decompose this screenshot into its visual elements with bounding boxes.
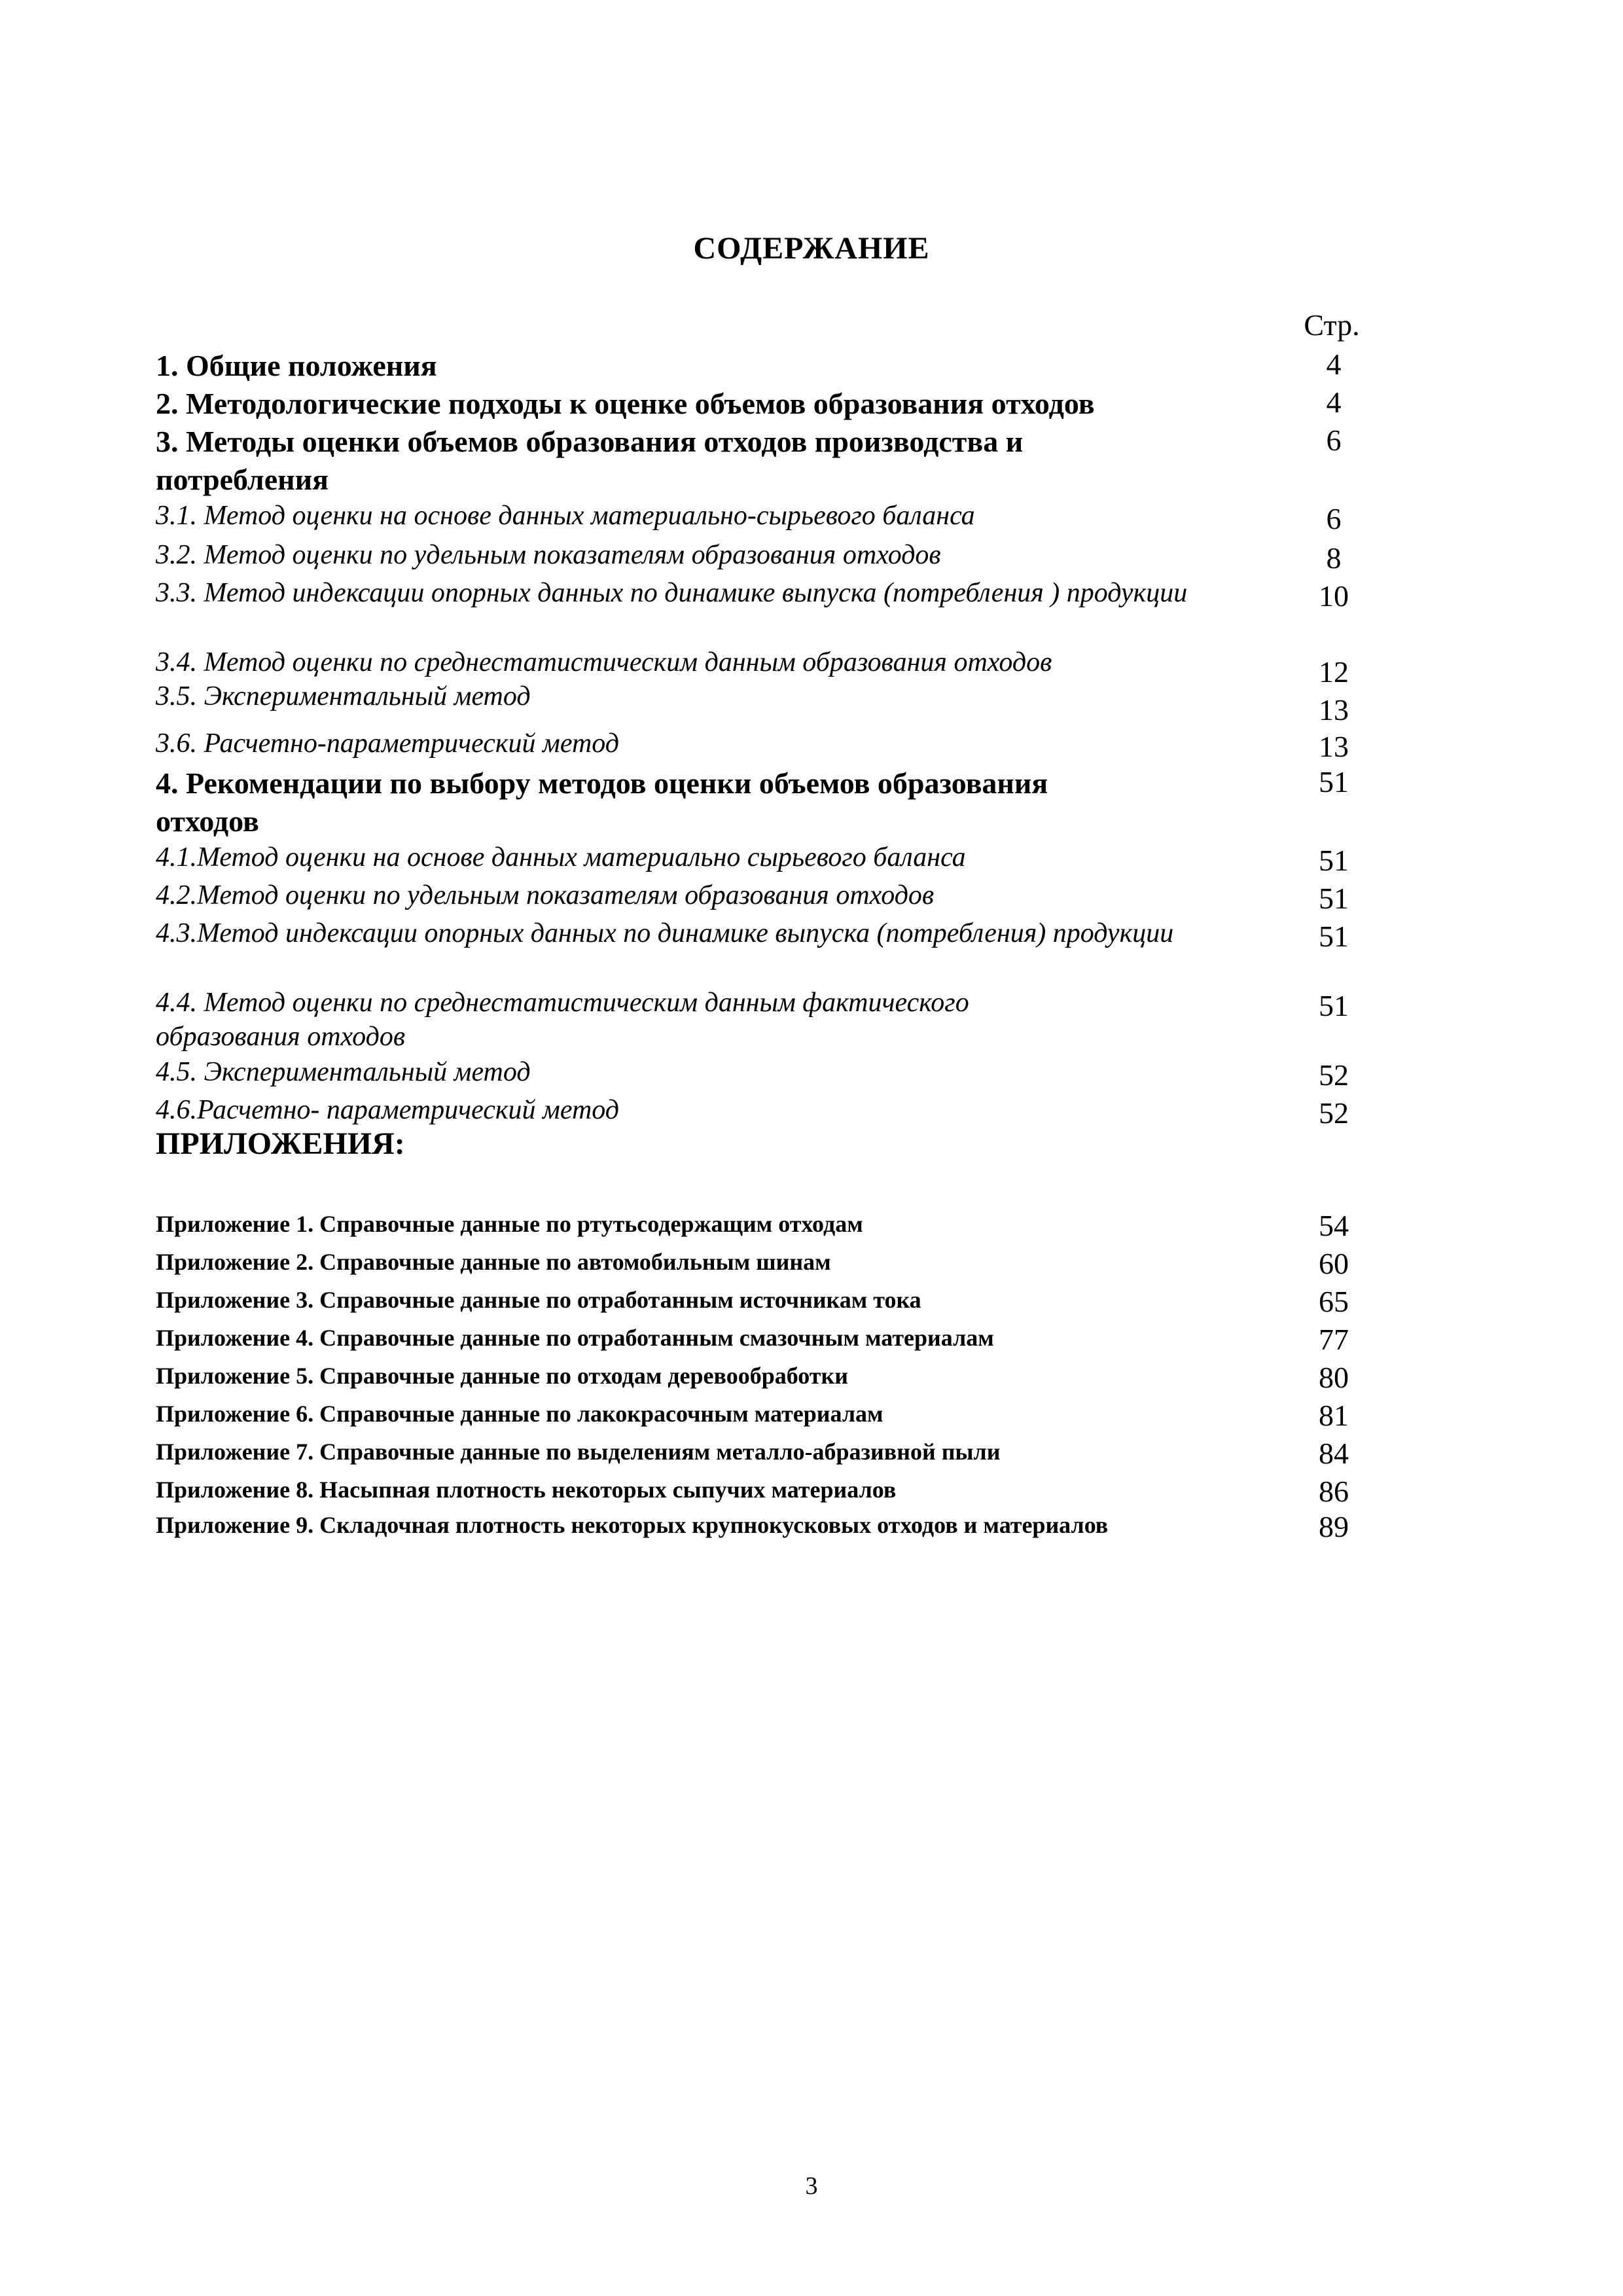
appendices-heading: ПРИЛОЖЕНИЯ: (156, 1126, 405, 1161)
toc-entry-text: 4. Рекомендации по выбору методов оценки объемов образования отходов (156, 766, 1048, 838)
toc-entry-page: 13 (1319, 730, 1349, 763)
appendix-entry-text: Приложение 7. Справочные данные по выделениям металло-абразивной пыли (156, 1439, 1001, 1465)
toc-entry-text: 3.2. Метод оценки по удельным показателям образования отходов (156, 540, 941, 570)
appendix-entry-page: 89 (1319, 1510, 1349, 1543)
appendix-entry-text: Приложение 4. Справочные данные по отработанным смазочным материалам (156, 1325, 994, 1351)
toc-entry-text: 3. Методы оценки объемов образования отходов производства и потребления (156, 425, 1024, 496)
toc-entry-text: 4.2.Метод оценки по удельным показателям образования отходов (156, 880, 935, 910)
appendix-entry-page: 65 (1319, 1285, 1349, 1318)
toc-entry-page: 12 (1319, 655, 1349, 689)
appendix-entry-text: Приложение 3. Справочные данные по отработанным источникам тока (156, 1287, 921, 1313)
toc-entry-text: 4.1.Метод оценки на основе данных материально сырьевого баланса (156, 842, 966, 872)
toc-entry-text: 3.4. Метод оценки по среднестатистическим данным образования отходов (156, 647, 1052, 677)
toc-entry-page: 4 (1326, 386, 1342, 419)
appendix-entry-text: Приложение 9. Складочная плотность некоторых крупнокусковых отходов и материалов (156, 1512, 1109, 1538)
appendix-entry-page: 54 (1319, 1209, 1349, 1242)
page-number: 3 (805, 2172, 818, 2200)
toc-entry-text: 4.4. Метод оценки по среднестатистическим данным фактического образования отходов (156, 988, 969, 1052)
appendix-entry-page: 77 (1319, 1323, 1349, 1356)
appendix-entry-page: 84 (1319, 1437, 1349, 1470)
toc-entry-page: 6 (1326, 423, 1342, 457)
appendix-entry-text: Приложение 2. Справочные данные по автомобильным шинам (156, 1249, 831, 1275)
toc-entry-page: 52 (1319, 1058, 1349, 1092)
toc-entry-page: 52 (1319, 1096, 1349, 1130)
toc-entry-page: 10 (1319, 579, 1349, 613)
appendix-entry-page: 80 (1319, 1361, 1349, 1394)
toc-entry-page: 51 (1319, 920, 1349, 953)
toc-entry-page: 13 (1319, 693, 1349, 726)
toc-entry-page: 51 (1319, 844, 1349, 877)
toc-entry-text: 3.5. Экспериментальный метод (156, 681, 531, 711)
page-column-header: Стр. (1304, 308, 1360, 342)
toc-entry-text: 4.6.Расчетно- параметрический метод (156, 1095, 619, 1125)
appendix-entry-text: Приложение 6. Справочные данные по лакокрасочным материалам (156, 1401, 883, 1427)
toc-entry-page: 51 (1319, 989, 1349, 1022)
appendix-entry-page: 60 (1319, 1247, 1349, 1280)
toc-entry-text: 1. Общие положения (156, 349, 437, 382)
toc-entry-page: 4 (1326, 348, 1342, 381)
toc-entry-text: 3.3. Метод индексации опорных данных по динамике выпуска (потребления ) продукции (156, 578, 1188, 608)
toc-entry-page: 8 (1326, 541, 1342, 575)
appendix-entry-text: Приложение 8. Насыпная плотность некоторых сыпучих материалов (156, 1477, 897, 1503)
appendix-entry-text: Приложение 5. Справочные данные по отходам деревообработки (156, 1363, 848, 1389)
toc-entry-text: 4.3.Метод индексации опорных данных по динамике выпуска (потребления) продукции (156, 918, 1174, 948)
appendix-entry-page: 81 (1319, 1399, 1349, 1432)
toc-entry-text: 2. Методологические подходы к оценке объемов образования отходов (156, 387, 1095, 420)
toc-entry-page: 51 (1319, 765, 1349, 798)
toc-entry-page: 6 (1326, 502, 1342, 535)
toc-entry-text: 3.6. Расчетно-параметрический метод (156, 728, 619, 759)
toc-title: СОДЕРЖАНИЕ (693, 231, 930, 266)
toc-entry-text: 4.5. Экспериментальный метод (156, 1057, 531, 1087)
toc-entry-text: 3.1. Метод оценки на основе данных материально-сырьевого баланса (156, 501, 975, 531)
toc-entry-page: 51 (1319, 882, 1349, 915)
appendix-entry-page: 86 (1319, 1475, 1349, 1508)
appendix-entry-text: Приложение 1. Справочные данные по ртутьсодержащим отходам (156, 1211, 863, 1237)
